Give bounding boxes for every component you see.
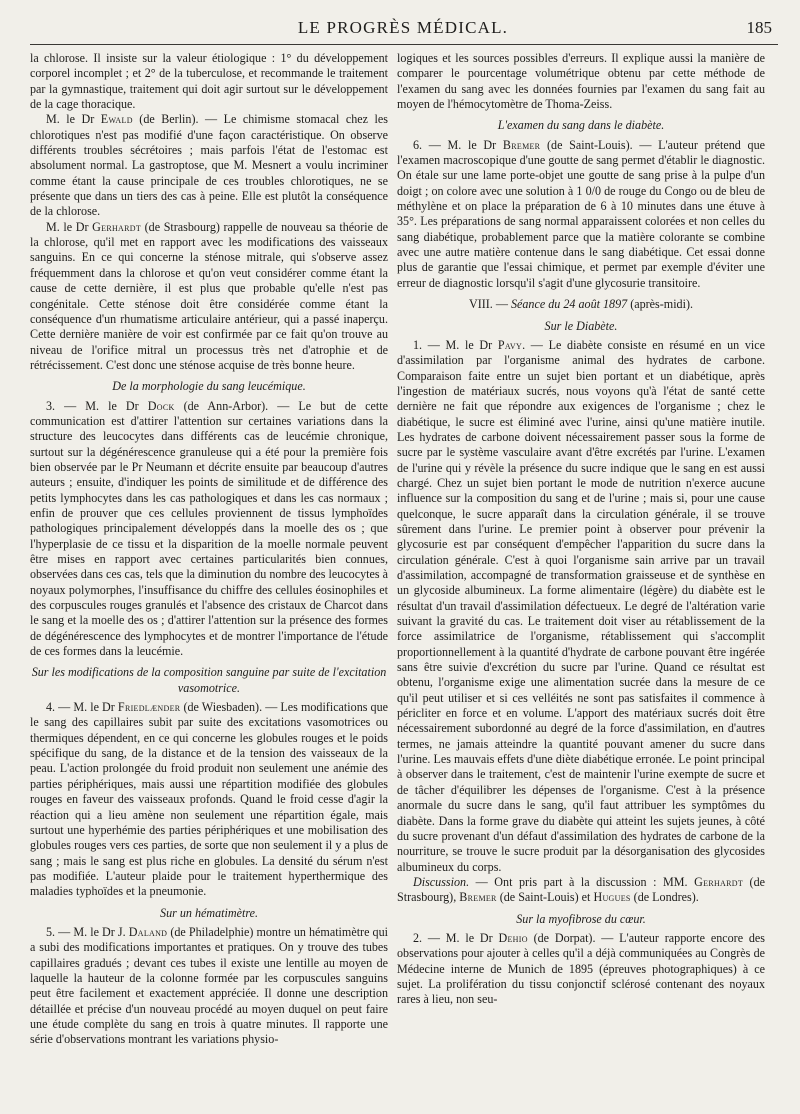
left-column (30, 51, 388, 1048)
journal-title: LE PROGRÈS MÉDICAL. (297, 18, 509, 37)
paragraph-text: — Ont pris part à la discussion : MM. (469, 874, 695, 889)
author-name: Dehio (498, 930, 528, 945)
author-name: Bremer (459, 890, 497, 905)
running-header (30, 18, 776, 40)
speaker-prefix: 4. — M. le Dr (46, 700, 118, 715)
paragraph-bremer (397, 138, 765, 291)
session-time: (après-midi). (627, 297, 694, 312)
paragraph-text: (de Wiesbaden). — Les modifications que le sang des capillaires subit par suite des excitations vasomotrices ou thermiques dépendent, en ce qui concerne les globules rouges et le poids spécifique du sang, de la distance et de la tension des vaisseaux de la peau. L'action prolongée du froid produit non seulement une anémie des parties périphériques, mais aussi une répartition modifiée des globules rouges en faveur des vaisseaux profonds. Quand le froid cesse d'agir la réaction qui a lieu amène non seulement une répartition égale, mais surtout une hyperhémie des parties périphériques et une mobilisation des globules rouges vers ces parties, de sorte que non seulement il y a plus de sang ; mais le sang est plus riche en globules. La densité du sérum n'est pas modifiée. L'auteur plaide pour le traitement hyperthermique des maladies typhoïdes et la pneumonie. (30, 700, 389, 899)
paragraph-gerhardt (30, 220, 388, 373)
paragraph-text: (de Strasbourg) rappelle de nouveau sa théorie de la chlorose, qu'il met en rapport avec les modifications des vaisseaux sanguins. En ce qui concerne la sténose mitrale, qui s'observe assez fréquemment dans la chlorose et qu'on veut considérer comme étant la cause de cette dernière, il est plus que probable qu'elle n'est pas congénitale. Cette sténose doit être considérée comme étant la conséquence d'un rhumatisme articulaire antérieur, qui a passé inaperçu. Cette dernière manière de voir est confirmée par ce fait qu'on trouve au niveau de l'orifice mitral un processus très net d'atrophie et de rétrécissement. C'est donc une sténose acquise de très bonne heure. (30, 219, 388, 372)
speaker-prefix: M. le Dr (46, 112, 101, 127)
paragraph-dehio (397, 931, 765, 1008)
paragraph-pavy (397, 338, 765, 875)
paragraph-daland (30, 925, 388, 1048)
author-name: Bremer (502, 137, 541, 152)
section-heading-myofibrosis: Sur la myofibrose du cœur. (516, 911, 646, 926)
paragraph-friedlaender (30, 700, 388, 899)
section-heading-diabetes: Sur le Diabète. (544, 318, 618, 333)
speaker-prefix: 5. — M. le Dr J. (46, 924, 129, 939)
author-name: Gerhardt (92, 219, 142, 234)
author-name: Pavy (497, 337, 523, 352)
header-rule (30, 44, 778, 45)
speaker-prefix: 1. — M. le Dr (413, 337, 498, 352)
paragraph-discussion (397, 875, 765, 906)
section-heading-hematimeter: Sur un hématimètre. (160, 905, 258, 920)
paragraph-text: (de Strasbourg), (397, 874, 765, 905)
author-name: Ewald (100, 112, 133, 127)
paragraph-text: (de Londres). (630, 890, 699, 905)
paragraph-text: (de Berlin). — Le chimisme stomacal chez les chlorotiques n'est pas modifié d'une façon caractéristique. On observe différents troubles sécrétoires ; mais parfois l'état de l'estomac est absolument normal. La gastroptose, que M. Mesnert a voulu incriminer comme étant la cause principale de ces troubles chlorotiques, ne se présente que dans un tiers des cas à peine. Elle est plutôt la conséquence de la chlorose. (30, 112, 388, 219)
paragraph-text: (de Philadelphie) montre un hématimètre qui a subi des modifications importantes et pratiques. On y trouve des tubes capillaires gradués ; devant ces tubes il existe une lentille au moyen de laquelle la hauteur de la colonne formée par les corpuscules sanguins peut être facilement et exactement appréciée. Il donne une description détaillée et précise d'un nouveau procédé au moyen duquel on peut faire une étude complète du sang en trois à quatre minutes. Il rapporte une série d'observations montrant les variations physio- (30, 924, 388, 1047)
session-date: Séance du 24 août 1897 (510, 297, 628, 312)
paragraph-text: (de Ann-Arbor). — Le but de cette communication est d'attirer l'attention sur certaines variations dans la structure des leucocytes dans différents cas de leucémie chronique, surtout sur la dégénérescence granuleuse qui a été pour la première fois bien observée par le Pr Neumann et décrite ensuite par beaucoup d'autres auteurs ; ensuite, d'indiquer les points de similitude et de différence des petits lymphocytes dans les cas pathologiques et dans les cas normaux ; enfin de prouver que ces cellules proviennent de tissus lymphoïdes pathologiques principalement développés dans la moelle des os ; que l'hyperplasie de ce tissu et la disparition de la moelle normale peuvent être mises en rapport avec certaines particularités bien connues, observées dans ces cas, tels que la diminution du nombre des leucocytes à noyaux polymorphes, l'insuffisance du chiffre des cellules éosinophiles et des corpuscules rouges granulés et l'absence des cristaux de Charcot dans le sang et la moelle des os ; d'attirer l'attention sur la présence des formes de dégénérescence des lymphocytes et de montrer l'importance de l'étude de ces formes dans la leucémie. (30, 398, 388, 659)
paragraph-text: (de Saint-Louis). — L'auteur prétend que l'examen macroscopique d'une goutte de sang permet d'établir le diagnostic. On étale sur une lame porte-objet une goutte de sang prise à la pulpe d'un doigt ; on colore avec une solution à 1 0/0 de rouge du Congo ou de bleu de méthylène et on place la préparation de 6 à 10 minutes dans une étuve à 35°. Les préparations de sang normal apparaissent colorées et non celles du sang diabétique, probablement parce que la matière colorante se combine avec une autre matière contenue dans le sang diabétique. Cet essai donne plus de garantie que l'essai chimique, et permet par exemple d'éviter une erreur de diagnostic lorsqu'il s'agit d'une glycosurie transitoire. (397, 137, 766, 290)
page-number: 185 (746, 18, 772, 37)
author-name: Gerhardt (694, 874, 744, 889)
section-heading-modifications: Sur les modifications de la composition sanguine par suite de l'excitation vasomotrice. (31, 665, 387, 695)
speaker-prefix: 3. — M. le Dr (46, 398, 148, 413)
speaker-prefix: 2. — M. le Dr (413, 930, 499, 945)
discussion-label: Discussion. (413, 874, 470, 889)
author-name: Daland (128, 924, 168, 939)
right-column (397, 51, 765, 1008)
paragraph-text: (de Saint-Louis) et (496, 890, 594, 905)
paragraph-text: . — Le diabète consiste en résumé en un vice d'assimilation par l'organisme animal des hydrates de carbone. Comparaison faite entre un sujet bien portant et un diabétique, après l'ingestion de matériaux sucrés, nous voyons qu'à l'état de santé cette dernière ne fait que répondre aux exigences de l'organisme ; chez le diabétique, le sucre est éliminé avec l'urine, ainsi qu'une matière inutile. Les hydrates de carbone doivent nécessairement passer sous la forme de sucre par le système vasculaire avant d'être excrétés par l'urine. L'examen de l'urine qui y révèle la présence du sucre indique que le sang en est aussi chargé. Chez un sujet bien portant le mode de nutrition n'exerce aucune influence sur la composition du sang et de l'urine ; mais si, pour une cause quelconque, le sucre apparaît dans la circulation générale, il se trouve sûrement dans l'urine. Le premier point à observer pour prévenir la glycosurie est par conséquent d'empêcher l'apparition du sucre dans la circulation générale. C'est à quoi l'organisme sain arrive par un travail d'assimilation, accompagné de transformation graisseuse et de synthèse en un glycoside albumineux. La forme alimentaire (légère) du diabète est le résultat d'un travail d'assimilation défectueux. Le degré de l'altération varie suivant la gravité du cas. Le traitement doit viser au rétablissement de la force assimilatrice de l'organisme, rétablissement qui s'accomplit proportionnellement à la quantité d'hydrate de carbone pouvant être ingérée sans être suivie d'excrétion du sucre par l'urine. Quand ce résultat est obtenu, l'organisme exige une alimentation sucrée dans la mesure de ce qu'il peut utiliser et si ces velléités ne sont pas satisfaites il commence à péricliter en force et en volume. L'apport des matériaux sucrés doit être nécessairement subordonné au degré de la force d'assimilation, en d'autres termes, ne jamais atteindre la quantité pouvant amener du sucre dans l'urine. Les mauvais effets d'une diète diabétique erronée. Le point principal à observer dans le traitement, c'est de maintenir l'urine exempte de sucre et de tâcher d'équilibrer les dépenses de l'organisme. C'est à la présence anormale du sucre dans le sang, qu'il faut attribuer les symptômes du diabète. Dans la forme grave du diabète qui atteint les sujets jeunes, à côté du sucre provenant d'un défaut d'assimilation des hydrates de carbone de la nourriture, se trouve le sucre produit par la désorganisation des glycosides albumineux du corps. (397, 337, 766, 874)
author-name: Hugues (593, 890, 631, 905)
author-name: Friedlænder (117, 700, 181, 715)
paragraph-text: (de Dorpat). — L'auteur rapporte encore des observations pour ajouter à celles qu'il a déjà communiquées au Congrès de Médecine interne de Munich de 1895 (épreuves photographiques) à ce sujet. La prolifération du tissu conjonctif sclérosé contenant des noyaux rares à lieu, non seu- (397, 930, 765, 1007)
session-heading (397, 297, 765, 312)
author-name: Dock (147, 398, 175, 413)
section-heading-diabetes-blood: L'examen du sang dans le diabète. (497, 118, 665, 133)
paragraph-chlorosis-continued: la chlorose. Il insiste sur la valeur étiologique : 1° du développement corporel incomplet ; et 2° de la tuberculose, et recommande le traitement par la gymnastique, traitement qui doit agir surtout sur le développement de la cage thoracique. (30, 51, 388, 112)
speaker-prefix: M. le Dr (46, 219, 93, 234)
section-heading-morphology: De la morphologie du sang leucémique. (112, 379, 306, 394)
paragraph-daland-continued: logiques et les sources possibles d'erreurs. Il explique aussi la manière de comparer le pourcentage volumétrique obtenu par cette méthode de l'examen du sang avec les données fournies par l'examen du sang fait au moyen de l'hémocytomètre de Thoma-Zeiss. (397, 51, 765, 112)
paragraph-ewald (30, 112, 388, 219)
session-number: VIII. — (468, 297, 511, 312)
speaker-prefix: 6. — M. le Dr (413, 137, 503, 152)
paragraph-dock (30, 399, 388, 660)
